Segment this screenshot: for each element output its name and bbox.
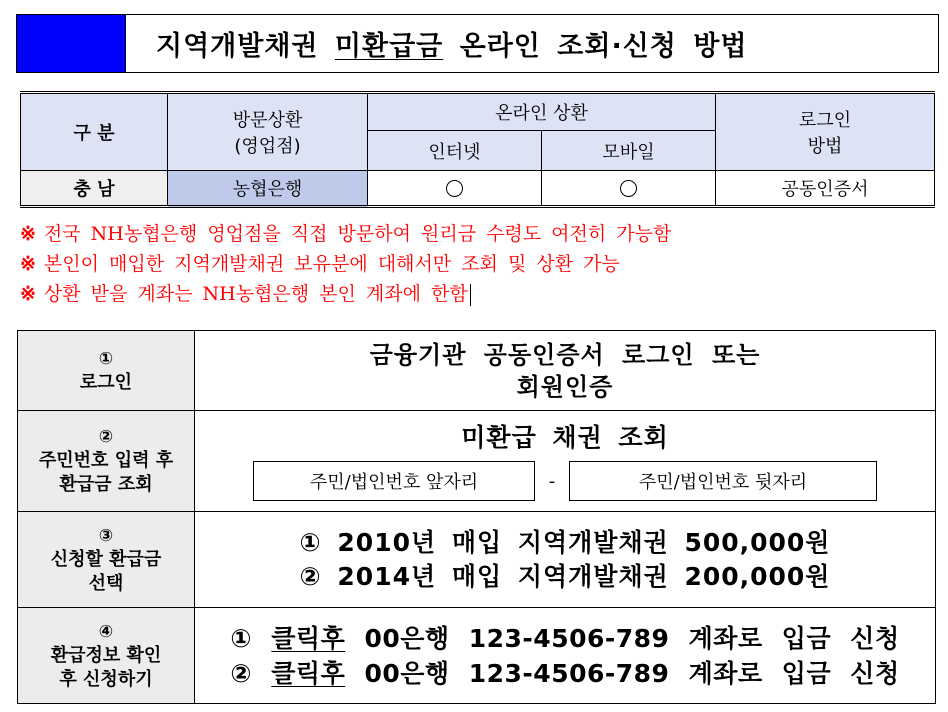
step1-label: ① 로그인	[18, 331, 195, 411]
header-internet: 인터넷	[368, 131, 542, 171]
header-login: 로그인 방법	[716, 93, 935, 171]
step4-label: ④ 환급정보 확인 후 신청하기	[18, 608, 195, 704]
notice-item: ※ 상환 받을 계좌는 NH농협은행 본인 계좌에 한함	[20, 279, 935, 309]
internet-available-cell	[368, 171, 542, 207]
circle-icon	[620, 180, 637, 197]
text-cursor	[470, 284, 471, 306]
title-suffix: 온라인 조회·신청 방법	[459, 31, 748, 62]
reference-mark-icon: ※	[20, 253, 36, 275]
step-row-select	[18, 512, 936, 608]
apply-item: ② 클릭후 00은행 123-4506-789 계좌로 입금 신청	[230, 658, 900, 688]
mobile-available-cell	[542, 171, 716, 207]
step4-content	[195, 608, 936, 704]
page-title	[126, 15, 938, 72]
notice-item: ※ 본인이 매입한 지역개발채권 보유분에 대해서만 조회 및 상환 가능	[20, 253, 620, 275]
reference-mark-icon: ※	[20, 223, 36, 245]
step-row-apply	[18, 608, 936, 704]
title-color-block	[17, 15, 126, 72]
header-gubun: 구 분	[21, 93, 168, 171]
step-row-login	[18, 331, 936, 411]
step2-content	[195, 411, 936, 512]
bank-cell: 농협은행	[168, 171, 368, 207]
region-cell: 충 남	[21, 171, 168, 207]
step2-label: ② 주민번호 입력 후 환급금 조회	[18, 411, 195, 512]
id-back-input[interactable]: 주민/법인번호 뒷자리	[569, 461, 877, 501]
click-link[interactable]: 클릭후	[271, 623, 346, 653]
login-method-cell: 공동인증서	[716, 171, 935, 207]
header-online: 온라인 상환	[368, 93, 716, 131]
online-steps-table	[17, 330, 936, 704]
circle-icon	[446, 180, 463, 197]
title-underlined: 미환급금	[334, 31, 444, 62]
step-row-lookup	[18, 411, 936, 512]
id-number-inputs	[195, 461, 935, 501]
header-visit: 방문상환 (영업점)	[168, 93, 368, 171]
notice-item: ※ 전국 NH농협은행 영업점을 직접 방문하여 원리금 수령도 여전히 가능함	[20, 223, 672, 245]
refund-option[interactable]: ① 2010년 매입 지역개발채권 500,000원	[299, 527, 831, 557]
notice-list	[20, 219, 935, 309]
reference-mark-icon: ※	[20, 283, 36, 305]
click-link[interactable]: 클릭후	[271, 658, 346, 688]
repayment-method-table	[20, 91, 935, 208]
apply-item: ① 클릭후 00은행 123-4506-789 계좌로 입금 신청	[230, 623, 900, 653]
refund-option[interactable]: ② 2014년 매입 지역개발채권 200,000원	[299, 561, 831, 591]
id-front-input[interactable]: 주민/법인번호 앞자리	[253, 461, 535, 501]
header-mobile: 모바일	[542, 131, 716, 171]
step3-content	[195, 512, 936, 608]
step1-content: 금융기관 공동인증서 로그인 또는 회원인증	[195, 331, 936, 411]
title-prefix: 지역개발채권	[156, 31, 319, 62]
lookup-heading: 미환급 채권 조회	[461, 423, 669, 452]
page-title-bar	[16, 14, 939, 73]
id-separator: -	[548, 470, 556, 492]
step3-label: ③ 신청할 환급금 선택	[18, 512, 195, 608]
